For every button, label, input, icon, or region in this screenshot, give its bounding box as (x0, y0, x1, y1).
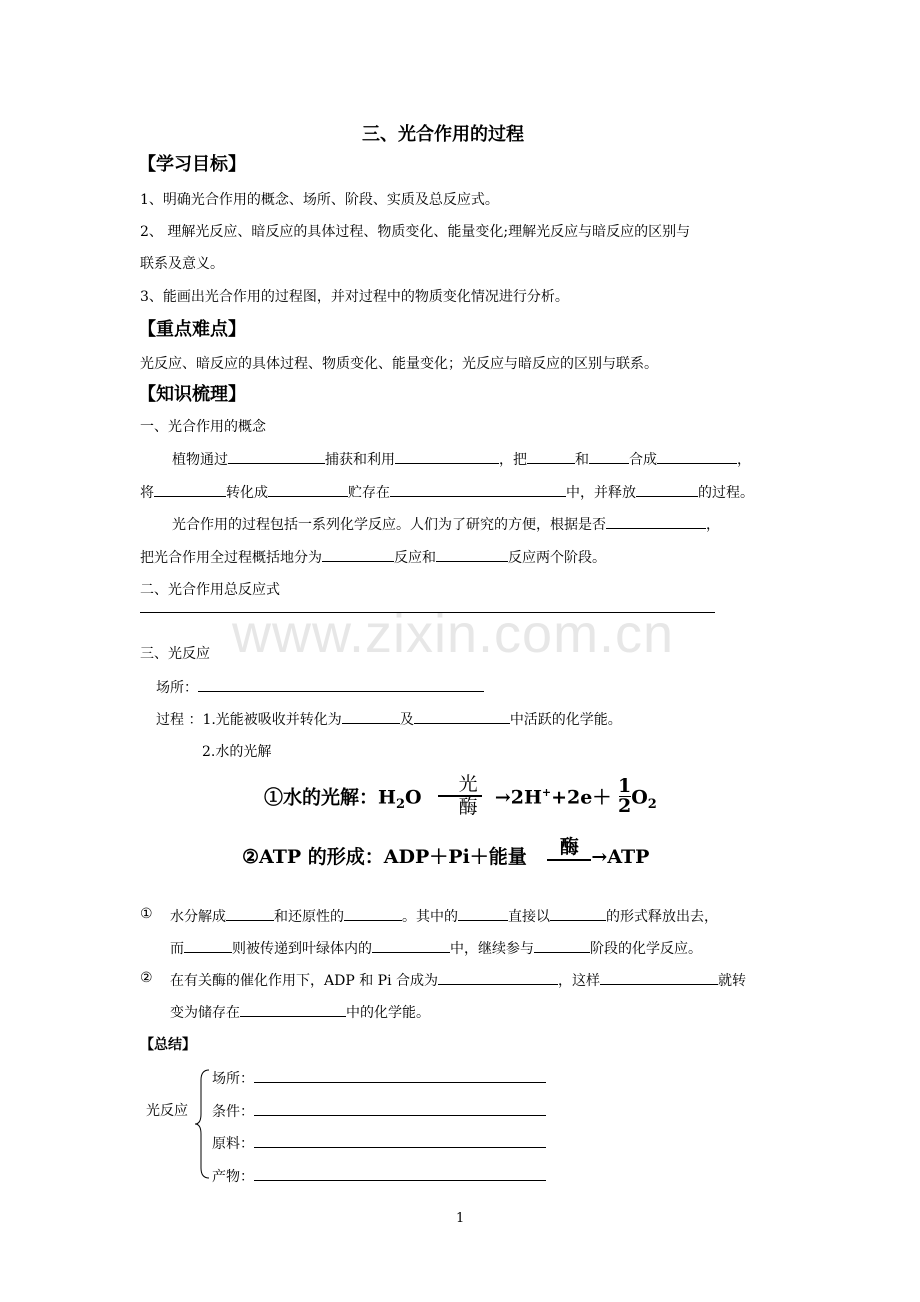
summary-row-condition: 条件： (212, 1101, 546, 1121)
blank[interactable] (154, 482, 226, 497)
summary-row-site: 场所： (212, 1068, 546, 1088)
light-site: 场所： (156, 677, 484, 697)
blank[interactable] (414, 709, 510, 724)
blank[interactable] (254, 1068, 546, 1083)
blank[interactable] (344, 906, 402, 921)
blank[interactable] (527, 449, 575, 464)
summary-row-product: 产物： (212, 1166, 546, 1186)
item-2-line-2: 变为储存在 中的化学能。 (170, 1002, 430, 1022)
key-points-text: 光反应、暗反应的具体过程、物质变化、能量变化；光反应与暗反应的区别与联系。 (140, 356, 658, 372)
section-knowledge-heading: 【知识梳理】 (138, 384, 246, 405)
blank[interactable] (390, 482, 566, 497)
concept-line-4: 把光合作用全过程概括地分为 反应和 反应两个阶段。 (140, 547, 606, 567)
fraction-one-half: $\frac{1}{2}$ (617, 774, 632, 817)
item-2-marker: ② (140, 970, 153, 986)
blank[interactable] (606, 514, 706, 529)
brace-icon (195, 1068, 211, 1180)
blank[interactable] (254, 1166, 546, 1181)
water-photolysis-label: 2.水的光解 (202, 744, 272, 760)
concept-heading: 一、光合作用的概念 (140, 419, 266, 435)
light-process: 过程 ：1.光能被吸收并转化为 及 中活跃的化学能。 (156, 709, 622, 729)
blank[interactable] (254, 1101, 546, 1116)
blank[interactable] (436, 547, 508, 562)
section-goals-heading: 【学习目标】 (138, 154, 246, 175)
blank[interactable] (458, 906, 508, 921)
reaction-condition: $\frac{\text{光}}{\text{酶}}$ (438, 775, 482, 817)
blank[interactable] (322, 547, 394, 562)
item-1-line-2: 而 则被传递到叶绿体内的 中，继续参与 阶段的化学反应。 (170, 938, 702, 958)
blank[interactable] (438, 970, 558, 985)
item-1-marker: ① (140, 906, 153, 922)
item-2-line-1: 在有关酶的催化作用下，ADP 和 Pi 合成为 ，这样 就转 (170, 970, 746, 990)
summary-heading: 【总结】 (140, 1037, 196, 1053)
page-number: 1 (456, 1211, 465, 1226)
blank[interactable] (589, 449, 629, 464)
blank[interactable] (372, 938, 450, 953)
blank[interactable] (534, 938, 590, 953)
goal-2-line-2: 联系及意义。 (140, 256, 224, 272)
blank[interactable] (636, 482, 698, 497)
blank[interactable] (240, 1002, 346, 1017)
page-title: 三、光合作用的过程 (362, 124, 524, 145)
concept-line-2: 将 转化成 贮存在 中，并释放 的过程。 (140, 482, 754, 502)
blank[interactable] (268, 482, 348, 497)
reaction-condition: 酶 (547, 838, 591, 863)
blank[interactable] (395, 449, 499, 464)
equation-water-photolysis: ①水的光解：$H_2O$ $\frac{\text{光}}{\text{酶}}$ →2H++2e＋ $\frac{1}{2}$ $O_2$ (264, 773, 657, 819)
blank[interactable] (184, 938, 232, 953)
blank[interactable] (226, 906, 274, 921)
blank[interactable] (228, 449, 325, 464)
light-reaction-heading: 三、光反应 (140, 646, 210, 662)
concept-line-3: 光合作用的过程包括一系列化学反应。人们为了研究的方便，根据是否 ， (172, 514, 720, 534)
summary-row-material: 原料： (212, 1133, 546, 1153)
blank[interactable] (342, 709, 400, 724)
blank[interactable] (550, 906, 606, 921)
blank[interactable] (254, 1133, 546, 1148)
goal-1: 1、明确光合作用的概念、场所、阶段、实质及总反应式。 (140, 192, 499, 208)
equation-atp-formation: ②ATP 的形成：ADP＋Pi＋能量 酶 →ATP (242, 835, 650, 868)
blank[interactable] (198, 677, 484, 692)
concept-line-1: 植物通过 捕获和利用 ，把 和 合成 ， (172, 449, 751, 469)
watermark: www.zixin.com.cn (232, 604, 675, 664)
total-reaction-heading: 二、光合作用总反应式 (140, 582, 280, 598)
blank[interactable] (600, 970, 718, 985)
summary-root-label: 光反应 (146, 1103, 188, 1119)
goal-2-line-1: 2、 理解光反应、暗反应的具体过程、物质变化、能量变化;理解光反应与暗反应的区别与 (140, 224, 691, 240)
goal-3: 3、能画出光合作用的过程图，并对过程中的物质变化情况进行分析。 (140, 289, 569, 305)
section-key-heading: 【重点难点】 (138, 319, 246, 340)
blank[interactable] (657, 449, 737, 464)
answer-line[interactable] (140, 612, 715, 613)
item-1-line-1: 水分解成 和还原性的 。其中的 直接以 的形式释放出去， (170, 906, 718, 926)
